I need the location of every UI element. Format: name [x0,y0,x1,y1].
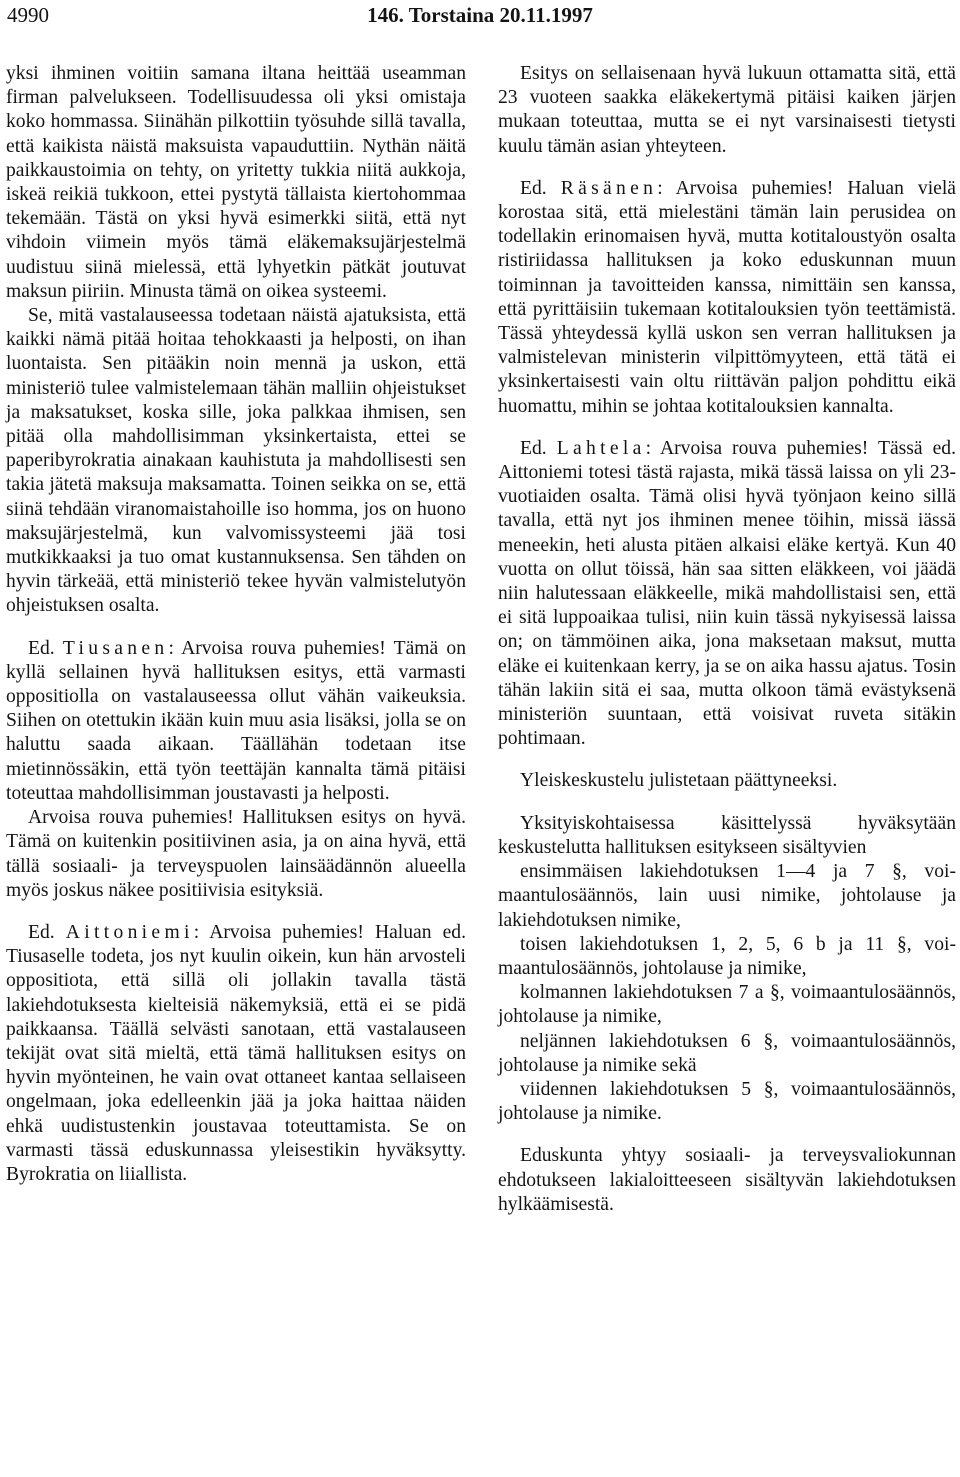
paragraph: Yksityiskohtaisessa käsittelyssä hyväksytään keskustelutta hallituksen esitykseen sisältyvien [498,812,956,858]
speech-text: : Arvoisa rouva puhemies! Tässä ed. Aittoniemi totesi tästä rajasta, mikä tässä laissa on yli 23-vuotiaiden osalta. Tämä olisi hyvä työnjaon keino sillä tavalla, että nyt jos ihminen menee töihin, missä iässä meneekin, heti alusta pitäen alkaisi eläke kertyä. Kun 40 vuotta on ollut töissä, hän saa sitten eläkkeen, voi jäädä niin halutessaan eläkkeelle, mikä mahdollistaisi sen, että ei sitä luppoaikaa tulisi, niin kuin tässä nykyisessä laissa on; on tämmöinen aika, jona maksetaan maksut, mutta eläke ei kuitenkaan kerry, ja se on aika hassu ajatus. Tosin tähän lakiin sitä ei saa, mutta olkoon tämä evästyksenä ministeriön suuntaan, että voisivat ruveta sitäkin pohtimaan. [498,437,956,750]
list-item: toisen lakiehdotuksen 1, 2, 5, 6 b ja 11 §, voimaantulosäännös, johtolause ja nimike, [498,933,956,979]
speech-text: : Arvoisa puhemies! Haluan vielä korostaa sitä, että mielestäni tämän lain perusidea on todellakin erinomaisen hyvä, mutta kotitaloustyön osalta ristiriidassa hallituksen ja koko eduskunnan muun toiminnan ja tavoitteiden kanssa, nimittäin sen kanssa, että pyrittäisiin tukemaan kotitalouksien työn teettämistä. Tässä yhteydessä kyllä uskon sen verran hallituksen ja valmistelevan ministerin vilpittömyyteen, että tätä ei yksinkertaisesti vain oltu riittävän paljon pohdittu eikä huomattu, mihin se johtaa kotitalouksien kannalta. [498,177,956,417]
paragraph: Se, mitä vastalauseessa todetaan näistä ajatuksista, että kaikki nämä pitää hoitaa tehokkaasti ja helposti, on ihan luontaista. Sen pitääkin noin mennä ja uskon, että ministeriö tulee valmistelemaan tähän malliin ohjeistukset ja maksatukset, koska sille, joka palkkaa ihmisen, sen pitää olla mahdollisimman yksinkertaista, ettei se paperibyrokratia ainakaan kauhistuta ja mahdollisesti sen takia jätetä maksuja maksamatta. Toinen seikka on se, että siinä tehdään viranomaistahoille iso homma, jos on huono maksujärjestelmä, kun valvomissysteemi jää tosi mutkikkaaksi ja tuo omat kustannuksensa. Sen tähden on hyvin tärkeää, että ministeriö tekee hyvän valmistelutyön ohjeistuksen osalta. [6,305,466,617]
page-number: 4990 [7,3,49,27]
left-column [6,62,466,1187]
list-item: ensimmäisen lakiehdotuksen 1—4 ja 7 §, voimaantulosäännös, lain uusi nimike, johtolause ja lakiehdotuksen nimike, [498,861,956,931]
paragraph: Arvoisa rouva puhemies! Hallituksen esitys on hyvä. Tämä on kuitenkin positiivinen asia, ja on aina hyvä, että tällä sosiaali- ja terveyspuolen lainsäädännön alueella myös joskus näkee positiivisia esityksiä. [6,807,466,901]
speaker-paragraph [498,437,956,752]
prefix: Ed. [520,177,561,199]
prefix: Ed. [28,637,63,659]
paragraph: Esitys on sellaisenaan hyvä lukuun ottamatta sitä, että 23 vuoteen saakka eläkekertymä pitäisi kaiken järjen mukaan toteuttaa, mutta se ei nyt varsinaisesti tietysti kuulu tämän asian yhteyteen. [498,63,956,157]
paragraph: Eduskunta yhtyy sosiaali- ja terveysvaliokunnan ehdotukseen lakialoitteeseen sisältyvän lakiehdotuksen hylkäämisestä. [498,1145,956,1215]
speaker-name: Tiusanen [62,637,169,659]
law-list [498,860,956,1126]
speaker-paragraph [6,637,466,806]
speaker-name: Räsänen [560,177,658,199]
speaker-paragraph [6,921,466,1187]
speaker-name: Lahtela [556,437,646,459]
prefix: Ed. [28,921,66,943]
list-item: viidennen lakiehdotuksen 5 §, voimaantulosäännös, johtolause ja nimike. [498,1078,956,1125]
speech-text: : Arvoisa puhemies! Haluan ed. Tiusaselle todeta, jos nyt kuulin oikein, kun hän arvosteli oppositiota, että sillä oli jollakin tavalla tästä lakiehdotuksesta kielteisiä näkemyksiä, että ei se pidä paikkaansa. Täällä selvästi sanotaan, että vastalauseen tekijät ovat sitä mieltä, että tämä hallituksen esitys on hyvin myönteinen, he vain ovat ottaneet kantaa sellaiseen ongelmaan, joka edelleenkin jää ja joka haittaa näiden ehkä uudistustenkin joustavaa toteuttamista. Se on varmasti tässä eduskunnassa yleisestikin hyväksytty. Byrokratia on liiallista. [6,921,466,1185]
paragraph: yksi ihminen voitiin samana iltana heittää useamman firman palvelukseen. Todellisuudessa oli yksi omistaja koko hommassa. Siinähän pilkottiin työsuhde sillä tavalla, että kaikista näistä maksuista vapauduttiin. Nythän näitä paikkaustoimia on tehty, on yritetty tukkia niitä aukkoja, iskeä reikiä tukkoon, ettei pystytä tällaista kiertohommaa tekemään. Tästä on yksi hyvä esimerkki siitä, että nyt vihdoin viimein myös tämä eläkemaksujärjestelmä uudistuu siinä mielessä, että lyhyetkin pätkät joutuvat maksun piiriin. Minusta tämä on oikea systeemi. [6,63,466,302]
speaker-name: Aittoniemi [65,921,194,943]
right-column [498,62,956,1217]
list-item: neljännen lakiehdotuksen 6 §, voimaantulosäännös, johtolause ja nimike sekä [498,1030,956,1076]
speech-text: : Arvoisa rouva puhemies! Tämä on kyllä sellainen hyvä hallituksen esitys, että varmasti oppositiolla on vastalauseessa ollut vähän vaikeuksia. Siihen on otettukin ikään kuin muu asia lisäksi, jolla se on haluttu saada aikaan. Täällähän todetaan itse mietinnössäkin, että työn teettäjän kannalta tämä pitäisi toteuttaa mahdollisimman joustavasti ja helposti. [6,637,467,804]
list-item: kolmannen lakiehdotuksen 7 a §, voimaantulosäännös, johtolause ja nimike, [498,982,956,1028]
paragraph: Yleiskeskustelu julistetaan päättyneeksi. [520,770,838,792]
speaker-paragraph [498,177,956,419]
issue-header: 146. Torstaina 20.11.1997 [367,3,593,27]
prefix: Ed. [520,437,557,459]
